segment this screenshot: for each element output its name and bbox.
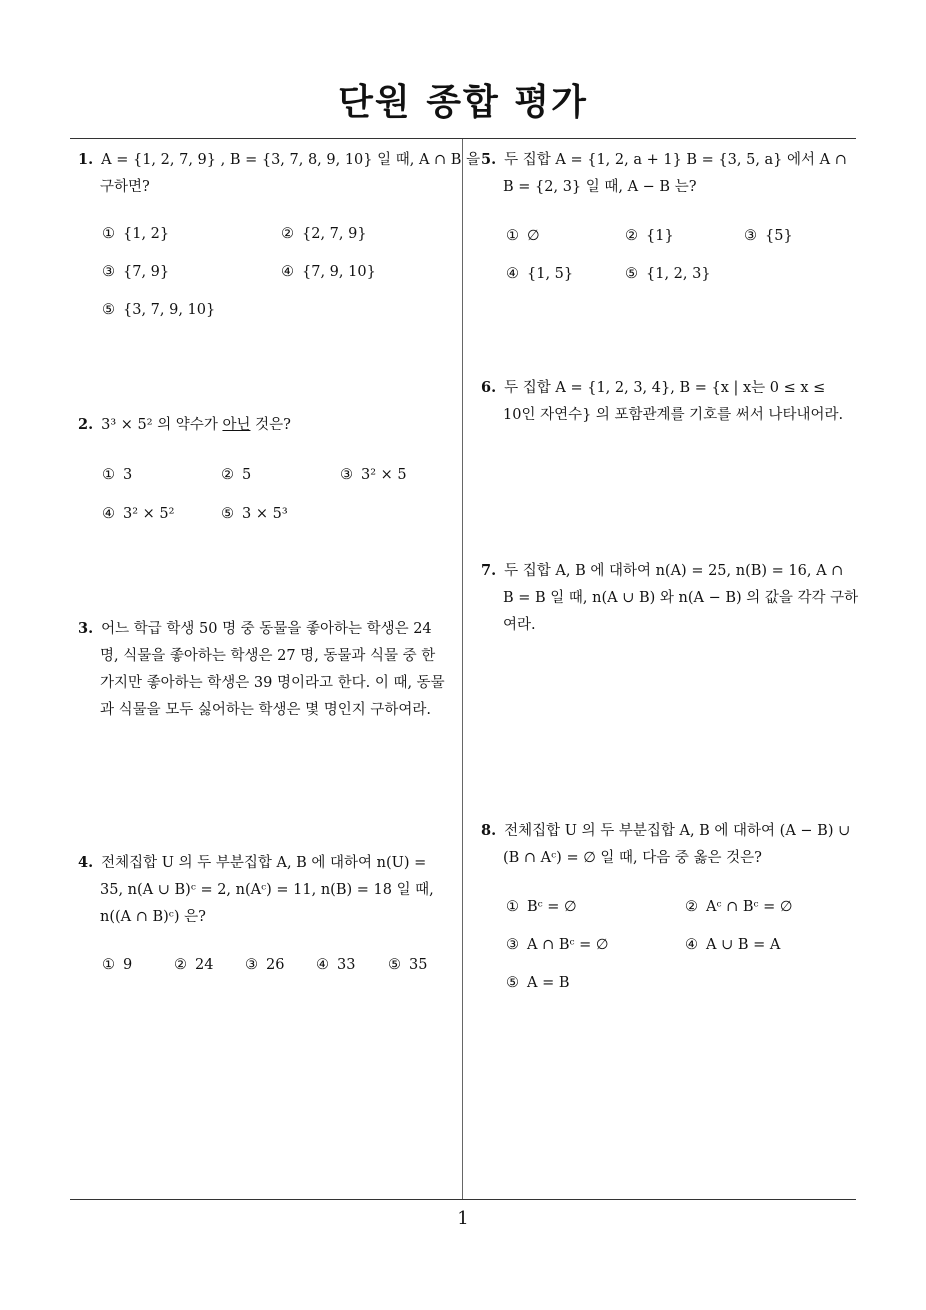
problem-text: 3³ × 5² 의 약수가 [101,417,223,433]
choice-mark: ② [625,228,638,244]
choice-1[interactable] [102,226,169,242]
problem-number: 3. [78,620,94,637]
choice-mark: ③ [506,937,519,953]
choice-mark: ⑤ [102,302,115,318]
choice-4[interactable] [316,957,355,973]
choice-text: 3² × 5² [123,506,175,522]
problem-number: 2. [78,416,94,433]
choice-4[interactable] [102,506,174,522]
choice-mark: ④ [316,957,329,973]
emphasis-text: 아닌 [222,417,251,433]
problem-text: A = {1, 2, 7, 9} , B = {3, 7, 8, 9, 10} 일 때, A ∩ B 을 [101,152,481,168]
choice-text: {1, 5} [527,266,574,282]
problem-8 [481,817,850,872]
choice-mark: ④ [281,264,294,280]
choice-text: {1, 2} [123,226,170,242]
choice-text: {2, 7, 9} [302,226,367,242]
choice-mark: ③ [245,957,258,973]
choice-text: 5 [242,467,252,483]
choice-mark: ⑤ [625,266,638,282]
problem-text: 구하면? [100,179,150,195]
choice-text: 26 [266,957,285,973]
choice-mark: ① [506,899,519,915]
problem-2 [78,411,291,439]
choice-text: Bᶜ = ∅ [527,899,577,915]
problem-number: 4. [78,854,94,871]
choice-2[interactable] [281,226,367,242]
choice-text: {1} [646,228,674,244]
problem-number: 8. [481,822,497,839]
choice-3[interactable] [340,467,407,483]
choice-mark: ① [102,957,115,973]
choice-1[interactable] [506,899,577,915]
choice-5[interactable] [221,506,288,522]
choice-mark: ① [102,226,115,242]
problem-text: 두 집합 A, B 에 대하여 n(A) = 25, n(B) = 16, A ∩ [504,563,844,579]
choice-text: Aᶜ ∩ Bᶜ = ∅ [706,899,793,915]
choice-text: {7, 9, 10} [302,264,376,280]
choice-text: A ∪ B = A [706,937,781,953]
problem-text: 10인 자연수} 의 포함관계를 기호를 써서 나타내어라. [503,407,844,423]
choice-5[interactable] [625,266,711,282]
problem-6 [481,374,843,429]
problem-text: (B ∩ Aᶜ) = ∅ 일 때, 다음 중 옳은 것은? [503,850,762,866]
choice-mark: ④ [685,937,698,953]
choice-3[interactable] [245,957,284,973]
problem-5 [481,146,847,201]
choice-mark: ① [102,467,115,483]
choice-3[interactable] [744,228,793,244]
choice-mark: ⑤ [506,975,519,991]
choice-mark: ① [506,228,519,244]
choice-text: A = B [527,975,570,991]
problem-number: 7. [481,562,497,579]
choice-2[interactable] [221,467,251,483]
choice-1[interactable] [102,467,132,483]
problem-text: 여라. [503,617,536,633]
problem-text: 35, n(A ∪ B)ᶜ = 2, n(Aᶜ) = 11, n(B) = 18 일 때, [100,882,434,898]
problem-text: 것은? [250,417,291,433]
problem-text: 과 식물을 모두 싫어하는 학생은 몇 명인지 구하여라. [100,702,432,718]
choice-text: {1, 2, 3} [646,266,711,282]
choice-4[interactable] [506,266,573,282]
choice-mark: ③ [340,467,353,483]
problem-3 [78,615,445,724]
footer-rule [70,1199,856,1200]
problem-text: 두 집합 A = {1, 2, a + 1} B = {3, 5, a} 에서 A ∩ [504,152,847,168]
choice-4[interactable] [281,264,376,280]
choice-mark: ③ [102,264,115,280]
choice-text: ∅ [527,228,540,244]
choice-2[interactable] [685,899,793,915]
choice-mark: ④ [102,506,115,522]
choice-5[interactable] [388,957,427,973]
problem-text: 두 집합 A = {1, 2, 3, 4}, B = {x | x는 0 ≤ x ≤ [504,380,826,396]
choice-text: 9 [123,957,133,973]
column-divider [462,139,463,1200]
choice-5[interactable] [102,302,215,318]
choice-text: 35 [409,957,428,973]
problem-text: 어느 학급 학생 50 명 중 동물을 좋아하는 학생은 24 [101,621,432,637]
choice-3[interactable] [506,937,609,953]
choice-text: 3 [123,467,133,483]
choice-text: 3² × 5 [361,467,407,483]
choice-text: A ∩ Bᶜ = ∅ [527,937,609,953]
choice-mark: ② [281,226,294,242]
problem-4 [78,849,434,931]
choice-3[interactable] [102,264,169,280]
page-number: 1 [457,1208,469,1229]
choice-2[interactable] [625,228,674,244]
choice-5[interactable] [506,975,570,991]
problem-text: 전체집합 U 의 두 부분집합 A, B 에 대하여 n(U) = [101,855,427,871]
problem-text: n((A ∩ B)ᶜ) 은? [100,909,206,925]
problem-number: 5. [481,151,497,168]
page-title: 단원 종합 평가 [338,82,588,123]
header-rule [70,138,856,139]
choice-text: 3 × 5³ [242,506,288,522]
problem-text: 전체집합 U 의 두 부분집합 A, B 에 대하여 (A − B) ∪ [504,823,851,839]
choice-mark: ⑤ [388,957,401,973]
problem-number: 6. [481,379,497,396]
choice-mark: ③ [744,228,757,244]
problem-1 [78,146,480,201]
problem-text: B = B 일 때, n(A ∪ B) 와 n(A − B) 의 값을 각각 구하 [503,590,859,606]
choice-text: 24 [195,957,214,973]
choice-text: {7, 9} [123,264,170,280]
choice-mark: ② [685,899,698,915]
choice-text: {5} [765,228,793,244]
choice-mark: ② [221,467,234,483]
choice-text: 33 [337,957,356,973]
choice-2[interactable] [174,957,213,973]
choice-mark: ② [174,957,187,973]
choice-mark: ⑤ [221,506,234,522]
problem-text: 명, 식물을 좋아하는 학생은 27 명, 동물과 식물 중 한 [100,648,436,664]
choice-4[interactable] [685,937,780,953]
choice-1[interactable] [506,228,540,244]
problem-7 [481,557,858,639]
problem-number: 1. [78,151,94,168]
problem-text: B = {2, 3} 일 때, A − B 는? [503,179,697,195]
choice-text: {3, 7, 9, 10} [123,302,216,318]
problem-text: 가지만 좋아하는 학생은 39 명이라고 한다. 이 때, 동물 [100,675,445,691]
choice-1[interactable] [102,957,132,973]
choice-mark: ④ [506,266,519,282]
